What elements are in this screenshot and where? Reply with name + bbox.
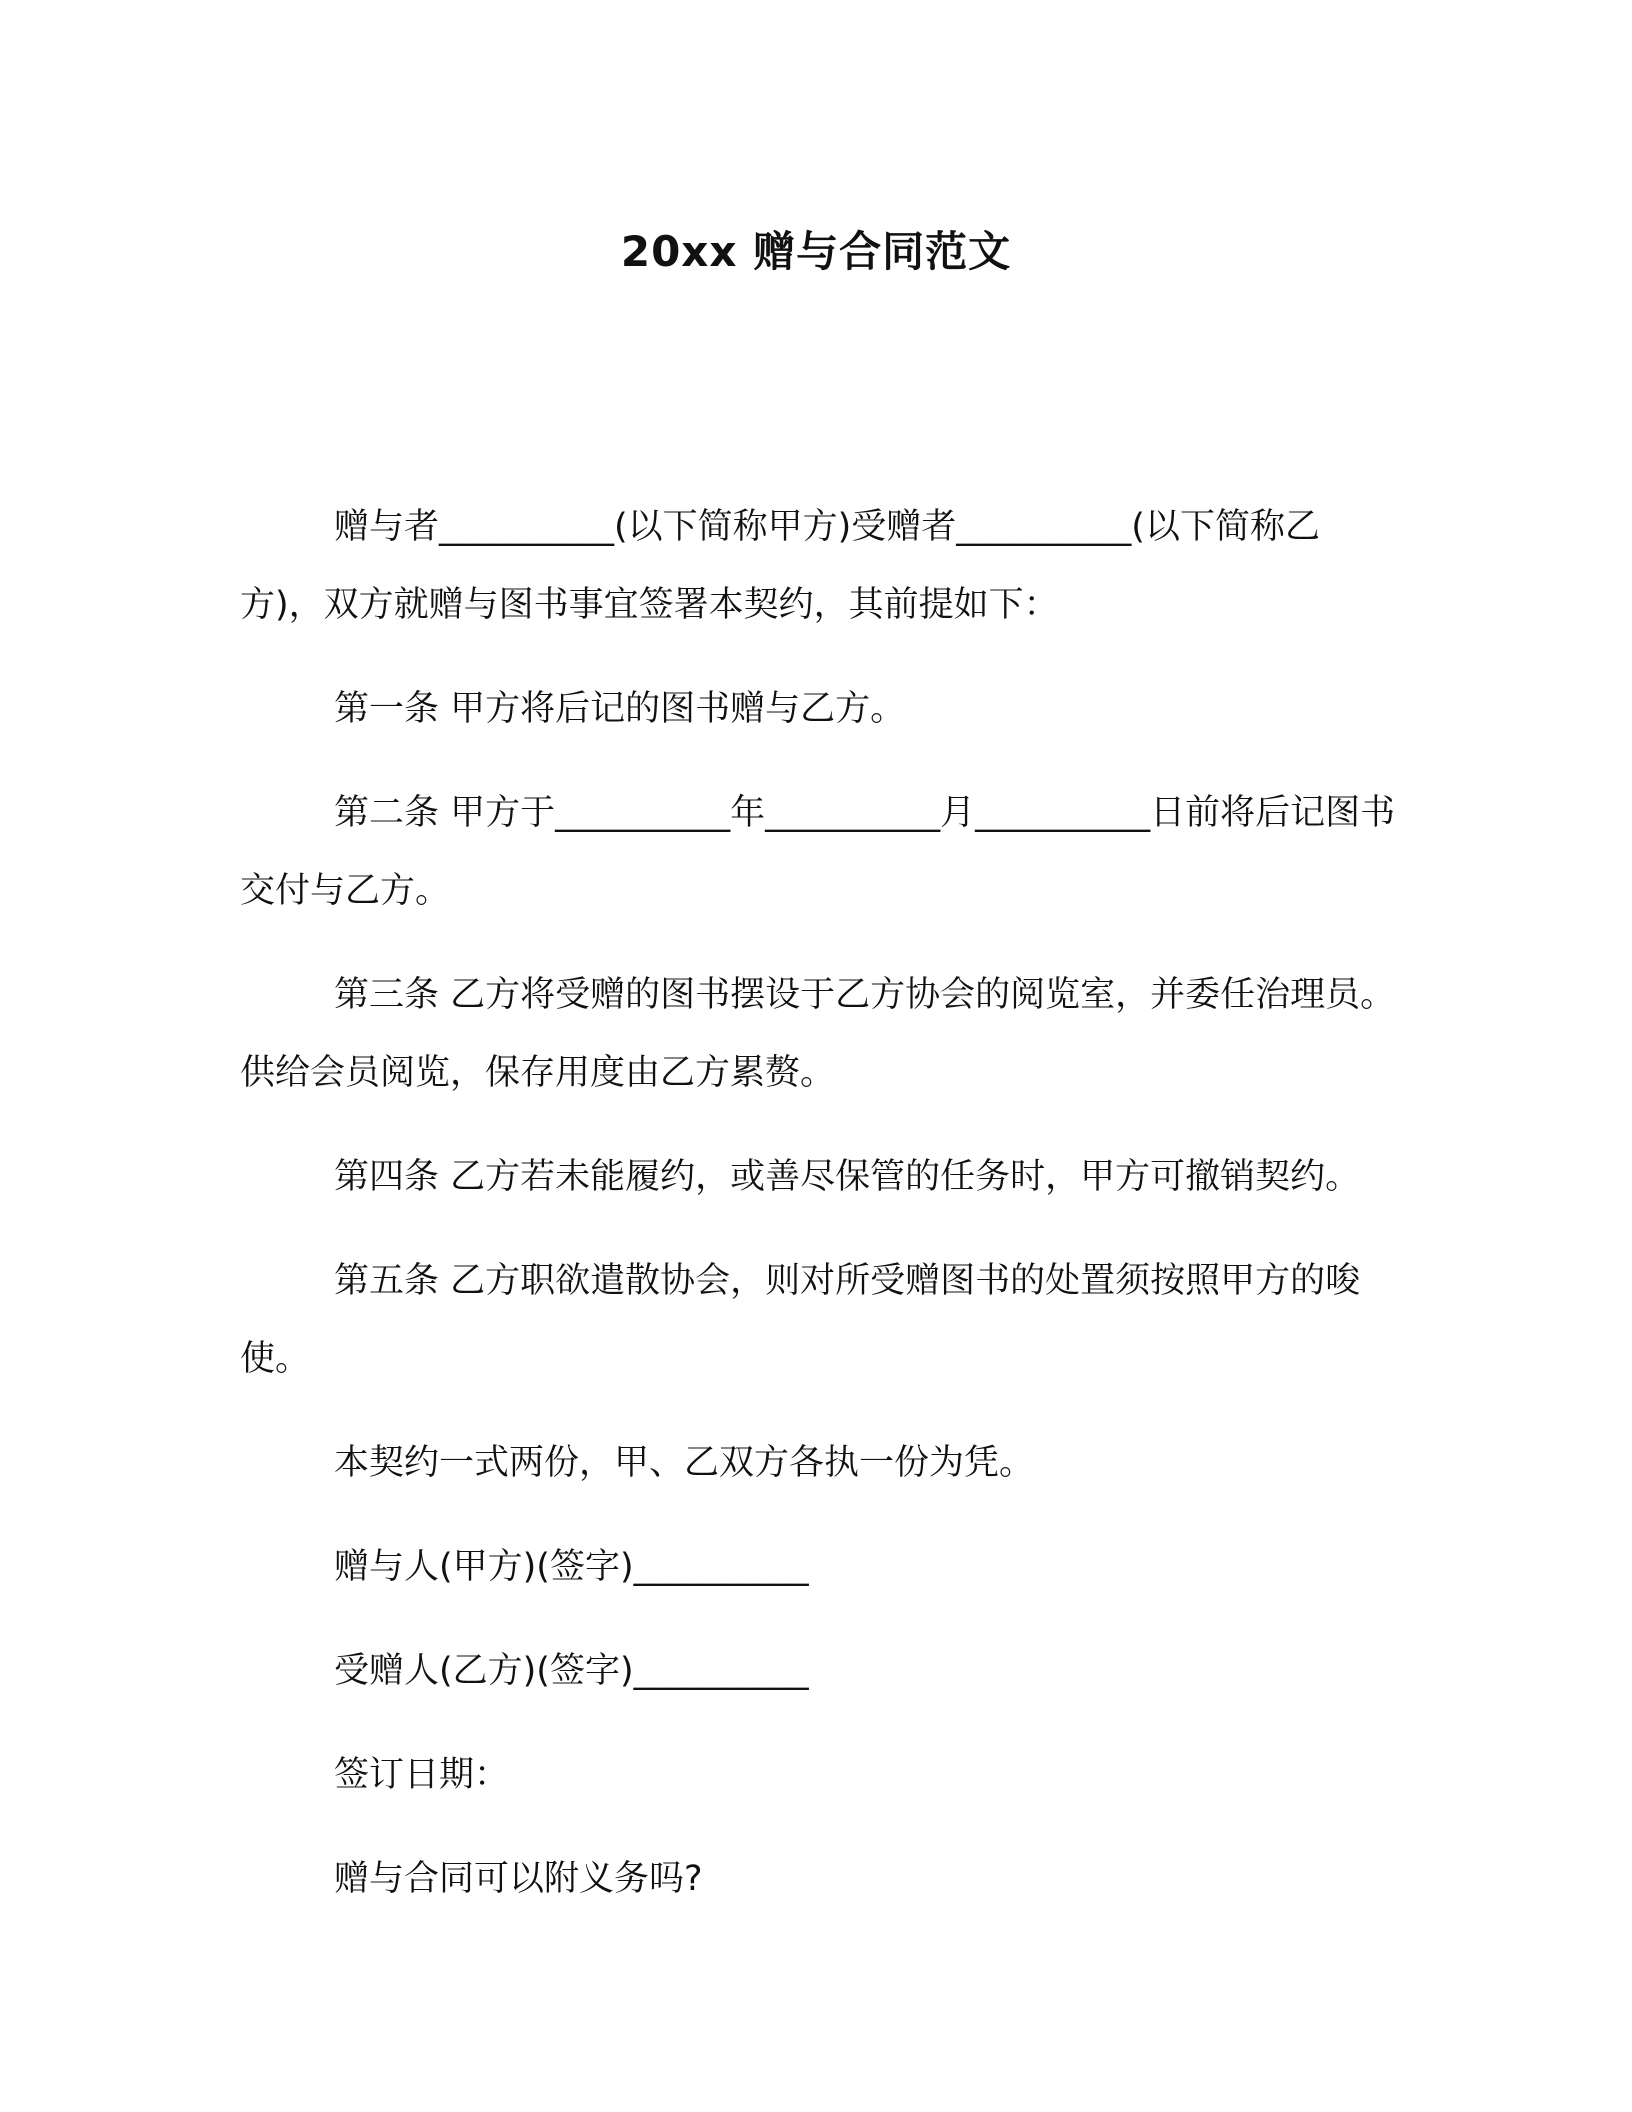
- document-body: [240, 488, 1400, 1944]
- paragraph-question: 赠与合同可以附义务吗?: [334, 1859, 703, 1899]
- paragraph-article-5: 第五条 乙方职欲遣散协会，则对所受赠图书的处置须按照甲方的唆使。: [240, 1261, 1361, 1379]
- donor-signature-line: 赠与人(甲方)(签字)__________: [334, 1547, 809, 1587]
- paragraph-article-1: 第一条 甲方将后记的图书赠与乙方。: [334, 689, 906, 729]
- donee-signature-line: 受赠人(乙方)(签字)__________: [334, 1651, 809, 1691]
- paragraph-article-3: 第三条 乙方将受赠的图书摆设于乙方协会的阅览室，并委任治理员。供给会员阅览，保存用度由乙方累赘。: [240, 975, 1396, 1093]
- signing-date-line: 签订日期：: [334, 1755, 510, 1795]
- document-title: 20xx 赠与合同范文: [620, 227, 1012, 276]
- paragraph-copies: 本契约一式两份，甲、乙双方各执一份为凭。: [334, 1443, 1035, 1483]
- paragraph-article-4: 第四条 乙方若未能履约，或善尽保管的任务时，甲方可撤销契约。: [334, 1157, 1361, 1197]
- paragraph-parties: 赠与者__________(以下简称甲方)受赠者__________(以下简称乙方)，双方就赠与图书事宜签署本契约，其前提如下：: [240, 507, 1320, 625]
- paragraph-article-2: 第二条 甲方于__________年__________月__________日前将后记图书交付与乙方。: [240, 793, 1396, 911]
